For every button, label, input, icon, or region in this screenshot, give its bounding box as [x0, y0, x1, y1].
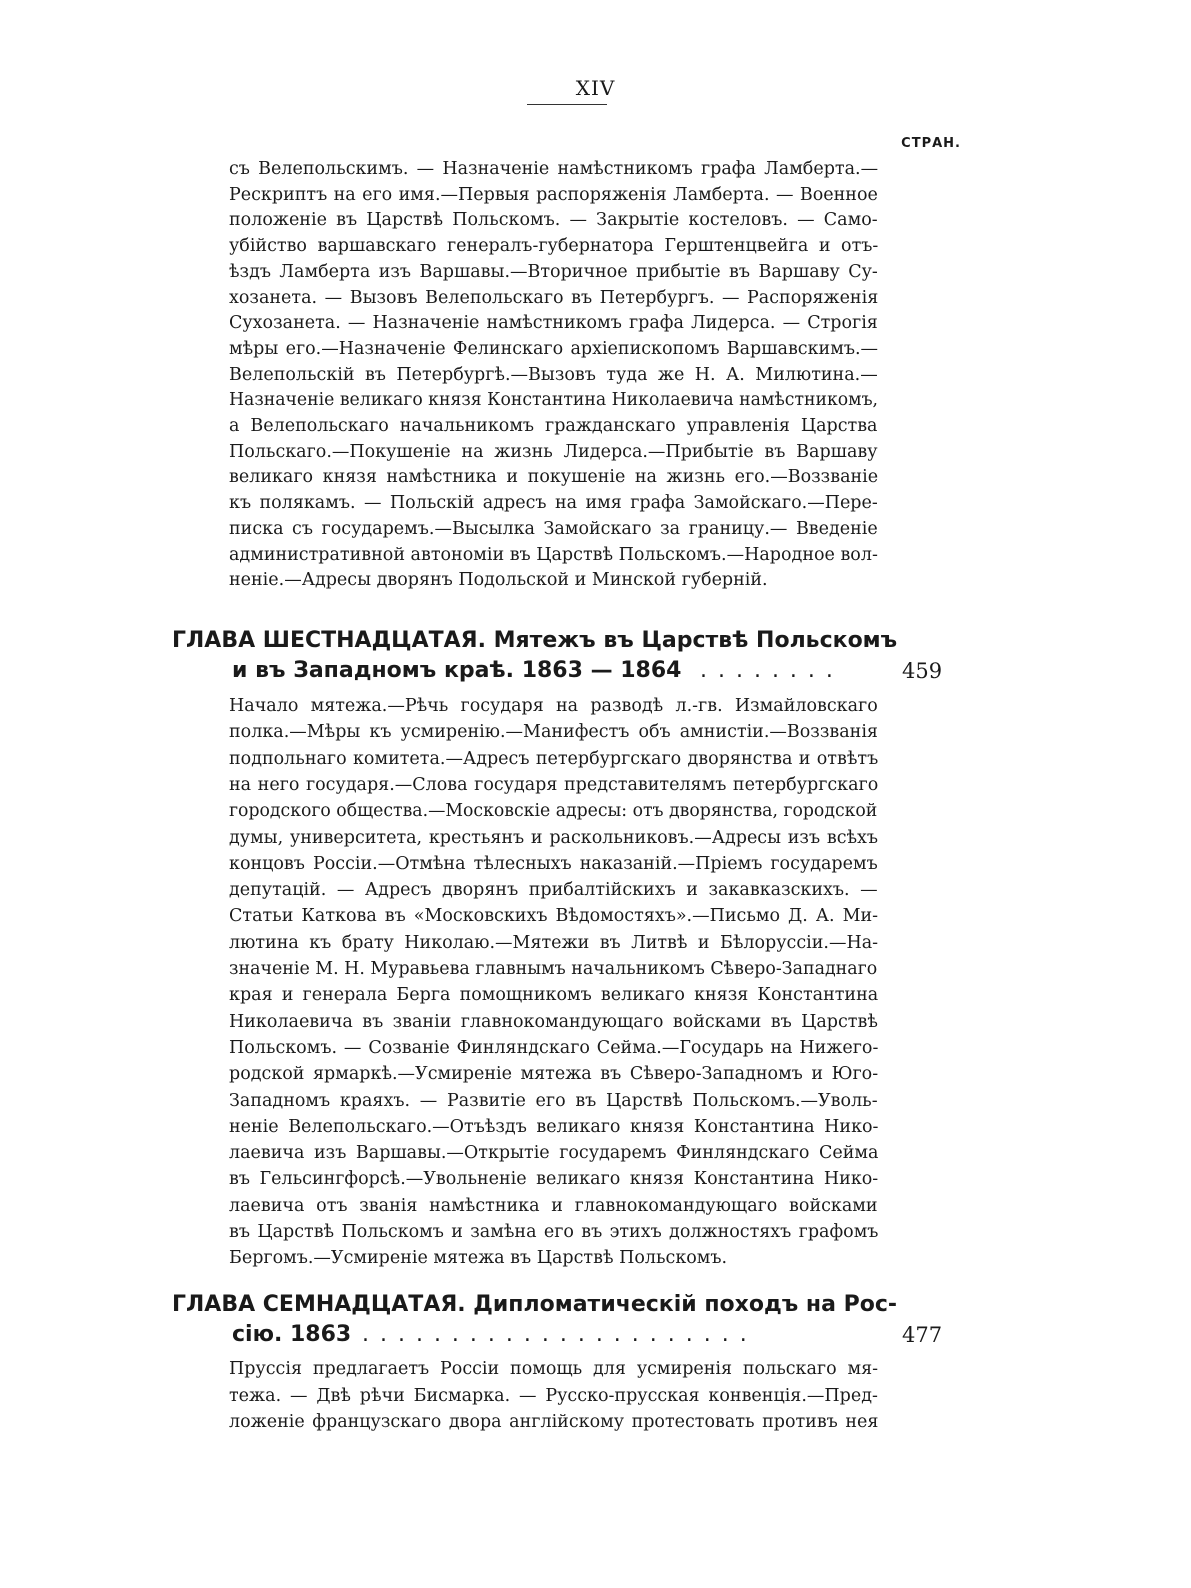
text-line: хозанета. — Вызовъ Велепольскаго въ Петербургъ. — Распоряженія	[229, 287, 879, 308]
text-line: Рескриптъ на его имя.—Первыя распоряженія Ламберта. — Военное	[229, 184, 878, 205]
text-line: ложеніе французскаго двора англійскому протестовать противъ нея	[229, 1412, 879, 1432]
text-line: съ Велепольскимъ. — Назначеніе намѣстникомъ графа Ламберта.—	[229, 159, 879, 179]
chapter-16-page: 459	[902, 659, 943, 683]
text-line: полка.—Мѣры къ усмиренію.—Манифестъ объ амнистіи.—Воззванія	[229, 722, 878, 743]
chapter-17-title-line2: сію. 1863	[232, 1322, 352, 1347]
text-line: Западномъ краяхъ. — Развитіе его въ Царствѣ Польскомъ.—Уволь-	[229, 1090, 878, 1111]
text-line: а Велепольскаго начальникомъ гражданскаго управленія Царства	[229, 416, 878, 436]
text-line: подпольнаго комитета.—Адресъ петербургскаго дворянства и отвѣтъ	[229, 748, 879, 769]
text-line: Польскаго.—Покушеніе на жизнь Лидерса.—Прибытіе въ Варшаву	[229, 441, 878, 462]
text-line: къ полякамъ. — Польскій адресъ на имя графа Замойскаго.—Пере-	[229, 493, 878, 514]
text-line: административной автономіи въ Царствѣ Польскомъ.—Народное вол-	[229, 544, 878, 565]
text-line: Польскомъ. — Созваніе Финляндскаго Сейма.—Государь на Нижего-	[229, 1037, 879, 1058]
text-line: Бергомъ.—Усмиреніе мятежа въ Царствѣ Польскомъ.	[229, 1248, 728, 1269]
header-rule	[527, 104, 607, 105]
text-line: лютина къ брату Николаю.—Мятежи въ Литвѣ и Бѣлоруссіи.—На-	[229, 932, 879, 953]
text-line: Сухозанета. — Назначеніе намѣстникомъ графа Лидерса. — Строгія	[229, 313, 878, 334]
page-column-label: СТРАН.	[901, 136, 961, 151]
text-line: писка съ государемъ.—Высылка Замойскаго за границу.— Введеніе	[229, 518, 878, 539]
text-line: въ Царствѣ Польскомъ и замѣна его въ этихъ должностяхъ графомъ	[229, 1222, 879, 1242]
text-line: городского общества.—Московскіе адресы: отъ дворянства, городской	[229, 801, 878, 822]
text-line: лаевича изъ Варшавы.—Открытіе государемъ Финляндскаго Сейма	[229, 1143, 879, 1164]
text-line: лаевича отъ званія намѣстника и главнокомандующаго войсками	[229, 1195, 878, 1216]
text-line: Статьи Каткова въ «Московскихъ Вѣдомостяхъ».—Письмо Д. А. Ми-	[229, 906, 879, 927]
text-line: края и генерала Берга помощникомъ великаго князя Константина	[229, 985, 879, 1006]
text-line: Николаевича въ званіи главнокомандующаго войсками въ Царствѣ	[229, 1011, 878, 1032]
text-line: убійство варшавскаго генералъ-губернатора Герштенцвейга и отъ-	[229, 236, 879, 257]
chapter-17-leader: . . . . . . . . . . . . . . . . . . . . . .	[362, 1322, 749, 1347]
text-line: на него государя.—Слова государя представителямъ петербургскаго	[229, 774, 879, 795]
text-line: Назначеніе великаго князя Константина Николаевича намѣстникомъ,	[229, 390, 879, 411]
text-line: Начало мятежа.—Рѣчь государя на разводѣ л.-гв. Измайловскаго	[229, 696, 878, 716]
text-line: мѣры его.—Назначеніе Фелинскаго архіепископомъ Варшавскимъ.—	[229, 338, 879, 359]
chapter-16-title-line2: и въ Западномъ краѣ. 1863 — 1864	[232, 658, 682, 683]
text-line: депутацій. — Адресъ дворянъ прибалтійскихъ и закавказскихъ. —	[229, 880, 878, 901]
text-line: Пруссія предлагаетъ Россіи помощь для усмиренія польскаго мя-	[229, 1359, 879, 1379]
text-line: родской ярмаркѣ.—Усмиреніе мятежа въ Сѣверо-Западномъ и Юго-	[229, 1064, 879, 1085]
text-line: тежа. — Двѣ рѣчи Бисмарка. — Русско-прусская конвенція.—Пред-	[229, 1385, 878, 1406]
text-line: Велепольскій въ Петербургѣ.—Вызовъ туда же Н. А. Милютина.—	[229, 364, 878, 385]
text-line: положеніе въ Царствѣ Польскомъ. — Закрытіе костеловъ. — Само-	[229, 210, 878, 231]
text-line: неніе.—Адресы дворянъ Подольской и Минской губерній.	[229, 570, 768, 591]
text-line: значеніе М. Н. Муравьева главнымъ начальникомъ Сѣверо-Западнаго	[229, 959, 878, 979]
text-line: концовъ Россіи.—Отмѣна тѣлесныхъ наказаній.—Пріемъ государемъ	[229, 853, 878, 874]
text-line: въ Гельсингфорсѣ.—Увольненіе великаго князя Константина Нико-	[229, 1169, 879, 1190]
page-number: XIV	[575, 76, 616, 100]
chapter-16-title-line1: ГЛАВА ШЕСТНАДЦАТАЯ. Мятежъ въ Царствѣ Польскомъ	[172, 628, 898, 653]
text-line: великаго князя намѣстника и покушеніе на жизнь его.—Воззваніе	[229, 467, 879, 488]
text-line: неніе Велепольскаго.—Отъѣздъ великаго князя Константина Нико-	[229, 1116, 879, 1137]
chapter-17-title-line1: ГЛАВА СЕМНАДЦАТАЯ. Дипломатическій походъ на Рос-	[172, 1292, 898, 1317]
text-line: думы, университета, крестьянъ и раскольниковъ.—Адресы изъ всѣхъ	[229, 827, 879, 848]
chapter-16-leader: . . . . . . . .	[700, 658, 835, 683]
chapter-17-page: 477	[902, 1323, 943, 1347]
text-line: ѣздъ Ламберта изъ Варшавы.—Вторичное прибытіе въ Варшаву Су-	[229, 261, 878, 282]
